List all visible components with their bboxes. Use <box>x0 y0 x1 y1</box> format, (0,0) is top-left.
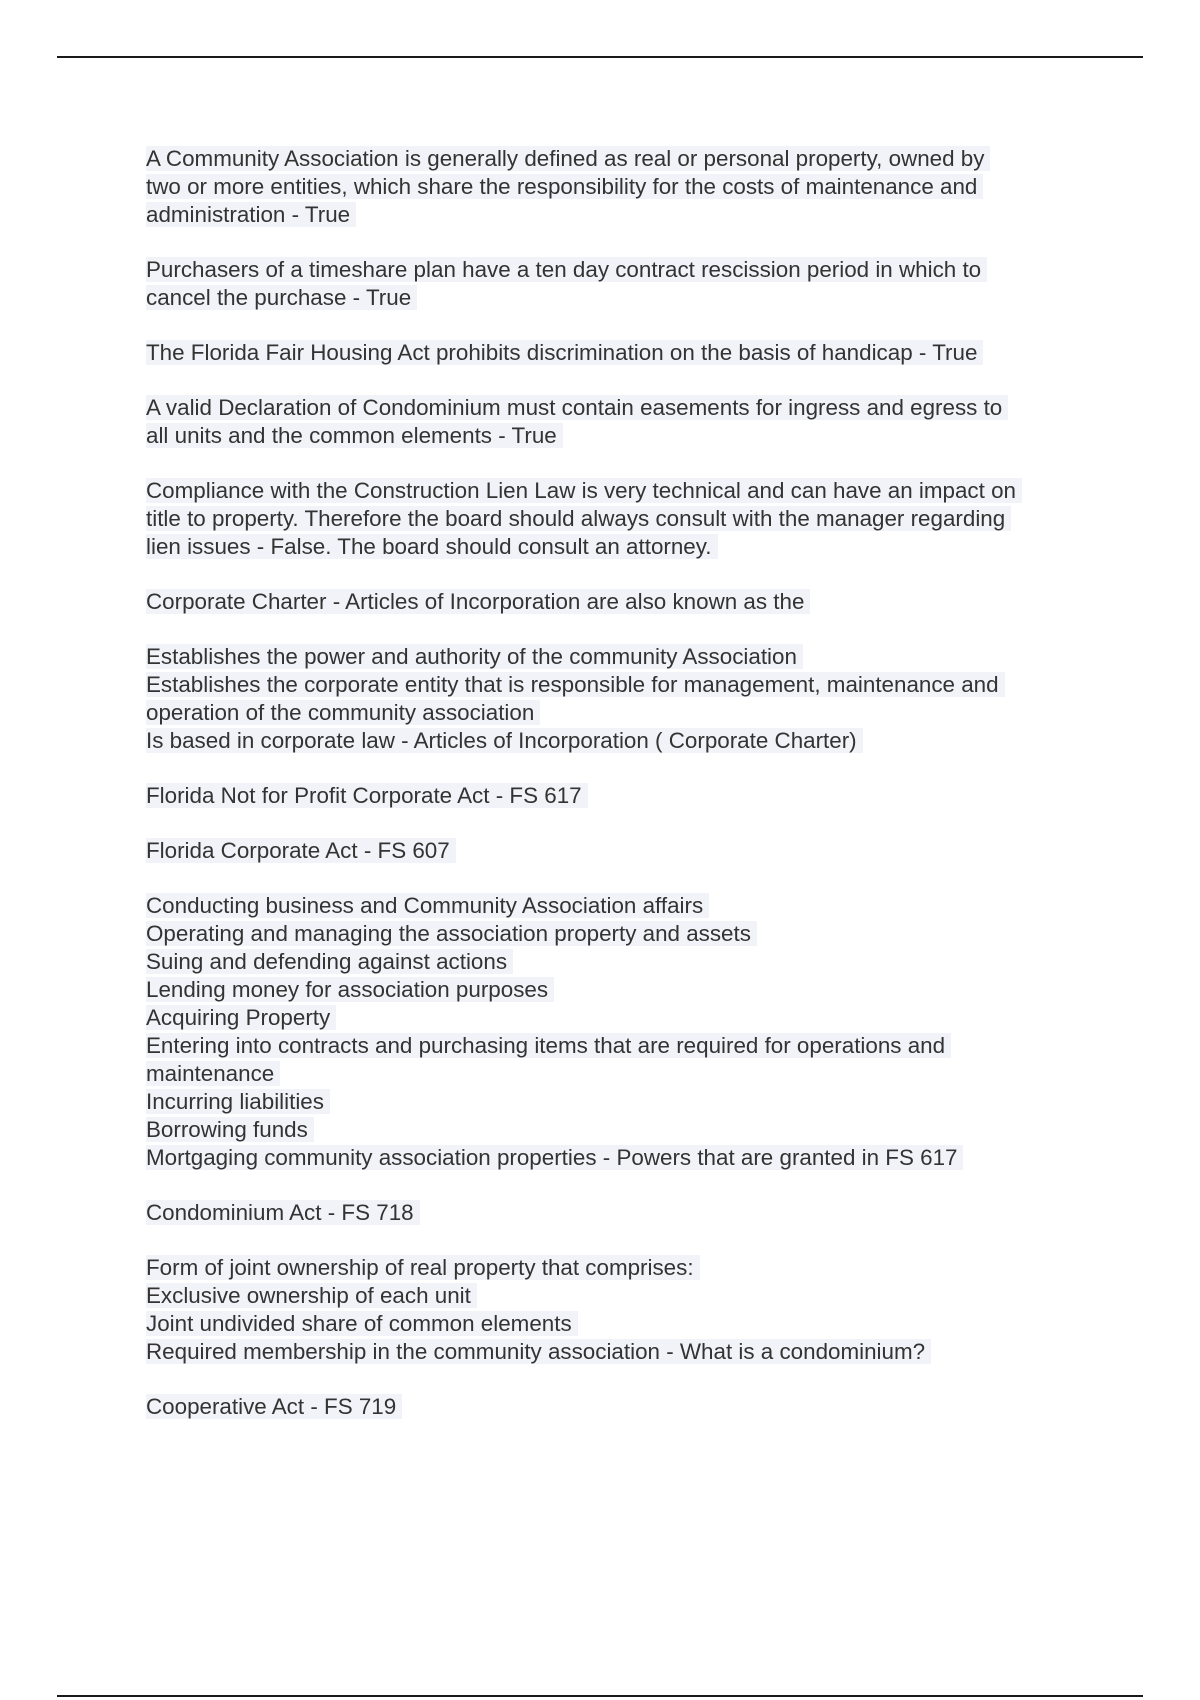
separator: - <box>291 202 300 227</box>
separator: - <box>256 534 265 559</box>
card-term: administration <box>146 202 286 227</box>
separator: - <box>352 285 361 310</box>
flashcard <box>146 588 1106 616</box>
card-qa-line <box>146 1144 1106 1172</box>
top-rule <box>57 56 1143 58</box>
flashcard <box>146 782 1106 810</box>
card-qa-line <box>146 284 1106 312</box>
flashcard <box>146 394 1106 450</box>
card-term: cancel the purchase <box>146 285 347 310</box>
card-answer: FS 718 <box>341 1200 414 1225</box>
card-answer: FS 607 <box>377 838 450 863</box>
card-term: Florida Corporate Act <box>146 838 358 863</box>
card-term: Condominium Act <box>146 1200 322 1225</box>
card-line: Lending money for association purposes <box>146 976 1106 1004</box>
flashcard <box>146 477 1106 561</box>
card-qa-line <box>146 727 1106 755</box>
card-line: Entering into contracts and purchasing items that are required for operations and <box>146 1032 1106 1060</box>
card-line: operation of the community association <box>146 699 1106 727</box>
flashcard <box>146 892 1106 1172</box>
flashcard <box>146 837 1106 865</box>
separator: - <box>666 1339 674 1364</box>
flashcard <box>146 1199 1106 1227</box>
card-answer: Articles of Incorporation are also known as the <box>345 589 805 614</box>
flashcard <box>146 1254 1106 1366</box>
separator: - <box>401 728 409 753</box>
card-qa-line <box>146 837 1106 865</box>
card-term: Required membership in the community association <box>146 1339 660 1364</box>
card-line: Compliance with the Construction Lien Law is very technical and can have an impact on <box>146 477 1106 505</box>
card-term: Mortgaging community association properties <box>146 1145 597 1170</box>
card-term: Corporate Charter <box>146 589 327 614</box>
card-qa-line <box>146 339 1106 367</box>
card-qa-line <box>146 201 1106 229</box>
flashcard <box>146 145 1106 229</box>
bottom-rule <box>57 1695 1143 1697</box>
card-line: A Community Association is generally defined as real or personal property, owned by <box>146 145 1106 173</box>
card-qa-line <box>146 1393 1106 1421</box>
card-line: Borrowing funds <box>146 1116 1106 1144</box>
card-answer: True <box>932 340 978 365</box>
flashcard-list <box>146 145 1106 1448</box>
card-line: Acquiring Property <box>146 1004 1106 1032</box>
separator: - <box>918 340 927 365</box>
card-answer: FS 719 <box>324 1394 397 1419</box>
card-line: Suing and defending against actions <box>146 948 1106 976</box>
card-line: Joint undivided share of common elements <box>146 1310 1106 1338</box>
card-line: Purchasers of a timeshare plan have a ten day contract rescission period in which to <box>146 256 1106 284</box>
card-answer: True <box>304 202 351 227</box>
card-answer: Articles of Incorporation ( Corporate Charter) <box>413 728 857 753</box>
card-term: Cooperative Act <box>146 1394 305 1419</box>
flashcard <box>146 1393 1106 1421</box>
card-answer: Powers that are granted in FS 617 <box>616 1145 958 1170</box>
card-line: Operating and managing the association property and assets <box>146 920 1106 948</box>
card-answer: True <box>365 285 412 310</box>
card-qa-line <box>146 588 1106 616</box>
card-qa-line <box>146 782 1106 810</box>
card-line: Exclusive ownership of each unit <box>146 1282 1106 1310</box>
card-line: Form of joint ownership of real property that comprises: <box>146 1254 1106 1282</box>
flashcard <box>146 339 1106 367</box>
separator: - <box>495 783 504 808</box>
card-term: Is based in corporate law <box>146 728 395 753</box>
card-line: Incurring liabilities <box>146 1088 1106 1116</box>
card-line: A valid Declaration of Condominium must contain easements for ingress and egress to <box>146 394 1106 422</box>
card-qa-line <box>146 533 1106 561</box>
separator: - <box>602 1145 611 1170</box>
card-term: lien issues <box>146 534 251 559</box>
card-term: all units and the common elements <box>146 423 492 448</box>
separator: - <box>310 1394 318 1419</box>
card-line: Conducting business and Community Association affairs <box>146 892 1106 920</box>
card-answer: FS 617 <box>509 783 582 808</box>
card-qa-line <box>146 422 1106 450</box>
card-line: Establishes the corporate entity that is responsible for management, maintenance and <box>146 671 1106 699</box>
card-answer: What is a condominium? <box>679 1339 926 1364</box>
separator: - <box>327 1200 336 1225</box>
card-qa-line <box>146 1199 1106 1227</box>
card-qa-line <box>146 1338 1106 1366</box>
flashcard <box>146 256 1106 312</box>
separator: - <box>363 838 372 863</box>
separator: - <box>332 589 341 614</box>
card-term: Florida Not for Profit Corporate Act <box>146 783 490 808</box>
card-answer: False. The board should consult an attorney. <box>270 534 712 559</box>
card-line: maintenance <box>146 1060 1106 1088</box>
card-line: title to property. Therefore the board should always consult with the manager regarding <box>146 505 1106 533</box>
card-answer: True <box>511 423 557 448</box>
card-line: Establishes the power and authority of the community Association <box>146 643 1106 671</box>
separator: - <box>498 423 506 448</box>
card-term: The Florida Fair Housing Act prohibits discrimination on the basis of handicap <box>146 340 913 365</box>
card-line: two or more entities, which share the responsibility for the costs of maintenance and <box>146 173 1106 201</box>
flashcard <box>146 643 1106 755</box>
